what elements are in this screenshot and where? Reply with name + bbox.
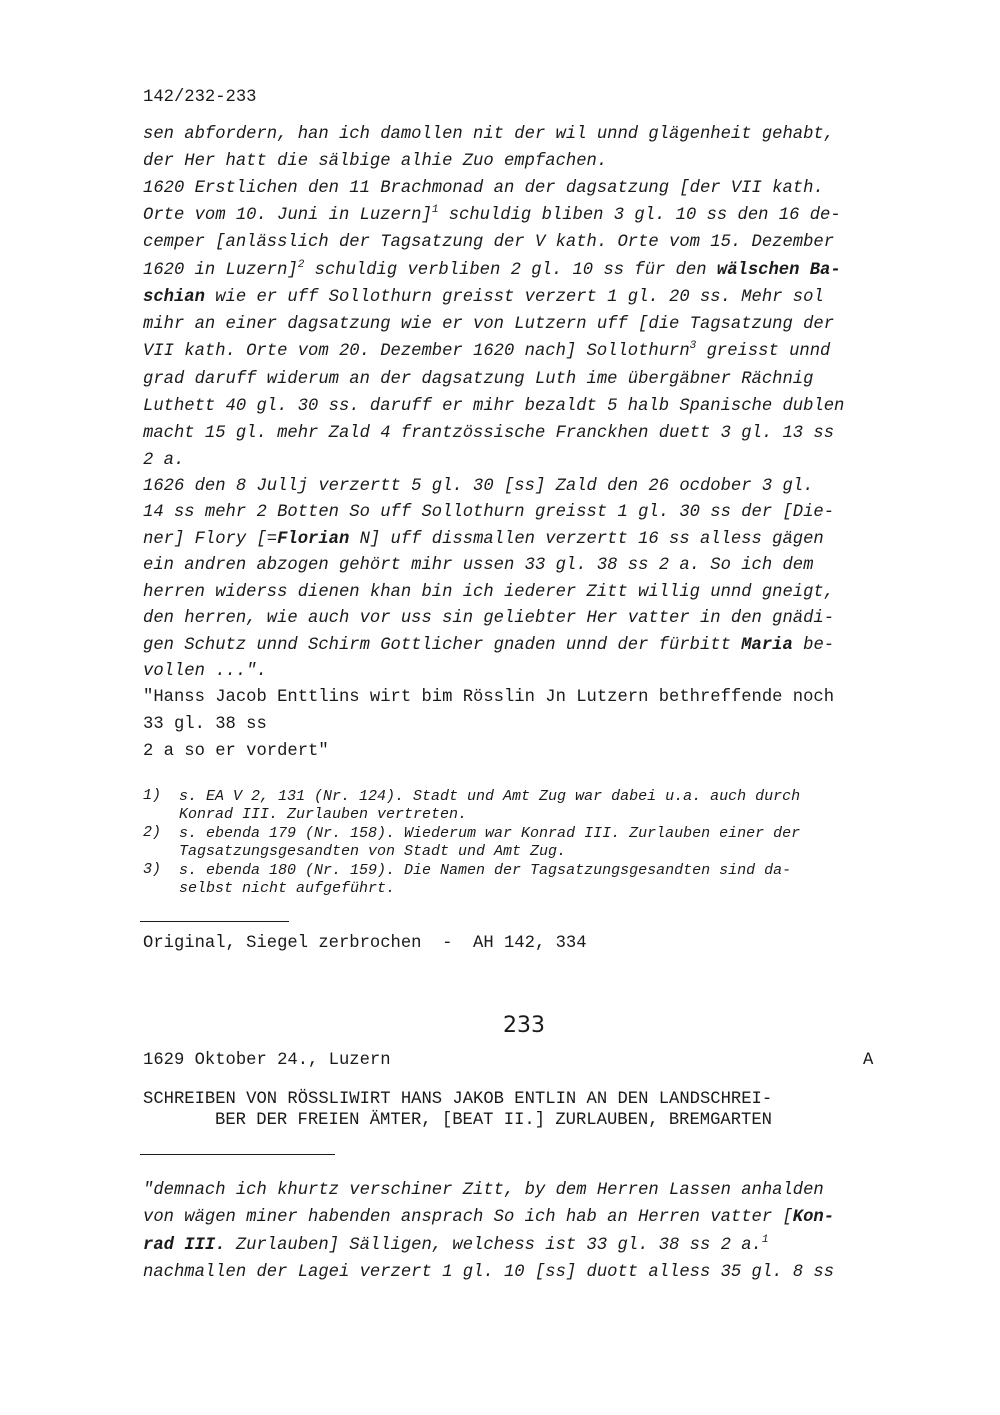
body-line: der Her hatt die sälbige alhie Zuo empfachen. (143, 152, 608, 171)
body-line: sen abfordern, han ich damollen nit der wil unnd glägenheit gehabt, (143, 125, 835, 144)
body-line: gen Schutz unnd Schirm Gottlicher gnaden unnd der fürbitt Maria be- (143, 636, 835, 655)
body-line: cemper [anlässlich der Tagsatzung der V kath. Orte vom 15. Dezember (143, 233, 835, 252)
emphasized-name: schian (143, 288, 205, 307)
footnote-line: s. ebenda 180 (Nr. 159). Die Namen der Tagsatzungsgesandten sind da- (179, 862, 792, 879)
body-line: macht 15 gl. mehr Zald 4 frantzössische Franckhen duett 3 gl. 13 ss (143, 424, 835, 443)
document-letter: A (863, 1051, 874, 1070)
page-reference: 142/232-233 (143, 88, 257, 107)
document-text-line: rad III. Zurlauben] Sälligen, welchess ist 33 gl. 38 ss 2 a.$^1$ (143, 1234, 769, 1255)
footnote-ref: 1 (431, 204, 439, 216)
document-date: 1629 Oktober 24., Luzern (143, 1051, 391, 1070)
body-line: 1620 in Luzern]$^2$ schuldig verbliben 2 gl. 10 ss für den wälschen Ba- (143, 259, 841, 280)
document-text-line: "demnach ich khurtz verschiner Zitt, by dem Herren Lassen anhalden (143, 1181, 824, 1200)
footnote-line: Tagsatzungsgesandten von Stadt und Amt Zug. (179, 843, 567, 860)
separator-rule (140, 1154, 335, 1155)
body-line: 14 ss mehr 2 Botten So uff Sollothurn greisst 1 gl. 30 ss der [Die- (143, 503, 835, 522)
footnote-line: s. ebenda 179 (Nr. 158). Wiederum war Konrad III. Zurlauben einer der (179, 825, 801, 842)
footnote-line: Konrad III. Zurlauben vertreten. (179, 806, 468, 823)
document-title-line: BER DER FREIEN ÄMTER, [BEAT II.] ZURLAUBEN, BREMGARTEN (215, 1111, 772, 1130)
body-line: vollen ...". (143, 662, 267, 681)
emphasized-name: Kon- (792, 1208, 835, 1227)
body-line: 1620 Erstlichen den 11 Brachmonad an der dagsatzung [der VII kath. (143, 179, 824, 198)
body-line: 2 a so er vordert" (143, 742, 329, 761)
body-line: schian wie er uff Sollothurn greisst verzert 1 gl. 20 ss. Mehr sol (143, 288, 824, 307)
footnote-number: 3) (143, 861, 162, 878)
body-line: 1626 den 8 Jullj verzertt 5 gl. 30 [ss] Zald den 26 ocdober 3 gl. (143, 477, 814, 496)
footnote-ref: 1 (761, 1234, 769, 1246)
emphasized-name: rad III. (143, 1236, 226, 1255)
body-line: grad daruff widerum an der dagsatzung Luth ime übergäbner Rächnig (143, 370, 814, 389)
document-title-line: SCHREIBEN VON RÖSSLIWIRT HANS JAKOB ENTLIN AN DEN LANDSCHREI- (143, 1090, 773, 1109)
document-text-line: von wägen miner habenden ansprach So ich hab an Herren vatter [Kon- (143, 1208, 835, 1227)
document-number: 233 (503, 1013, 545, 1038)
footnote-ref: 3 (689, 340, 697, 352)
footnote-line: selbst nicht aufgeführt. (179, 880, 396, 897)
footnote-number: 2) (143, 824, 162, 841)
body-line: Luthett 40 gl. 30 ss. daruff er mihr bezaldt 5 halb Spanische dublen (143, 397, 845, 416)
document-text-line: nachmallen der Lagei verzert 1 gl. 10 [ss] duott alless 35 gl. 8 ss (143, 1263, 835, 1282)
emphasized-name: Florian (277, 530, 350, 549)
body-line: mihr an einer dagsatzung wie er von Lutzern uff [die Tagsatzung der (143, 315, 835, 334)
body-line: 2 a. (143, 451, 185, 470)
body-line: 33 gl. 38 ss (143, 715, 267, 734)
body-line: Orte vom 10. Juni in Luzern]$^1$ schuldig bliben 3 gl. 10 ss den 16 de- (143, 204, 841, 225)
body-line: den herren, wie auch vor uss sin geliebter Her vatter in den gnädi- (143, 609, 835, 628)
source-note: Original, Siegel zerbrochen - AH 142, 334 (143, 934, 587, 953)
body-line: herren widerss dienen khan bin ich iederer Zitt willig unnd gneigt, (143, 583, 835, 602)
footnote-line: s. EA V 2, 131 (Nr. 124). Stadt und Amt Zug war dabei u.a. auch durch (179, 788, 801, 805)
footnote-number: 1) (143, 787, 162, 804)
body-line: ner] Flory [=Florian N] uff dissmallen verzertt 16 ss alless gägen (143, 530, 824, 549)
body-line: ein andren abzogen gehört mihr ussen 33 gl. 38 ss 2 a. So ich dem (143, 556, 814, 575)
emphasized-name: Maria (741, 636, 793, 655)
body-line: "Hanss Jacob Enttlins wirt bim Rösslin Jn Lutzern bethreffende noch (143, 688, 835, 707)
emphasized-name: wälschen Ba- (716, 261, 841, 280)
body-line: VII kath. Orte vom 20. Dezember 1620 nach] Sollothurn$^3$ greisst unnd (143, 340, 831, 361)
footnote-ref: 2 (297, 259, 305, 271)
separator-rule (140, 921, 289, 922)
